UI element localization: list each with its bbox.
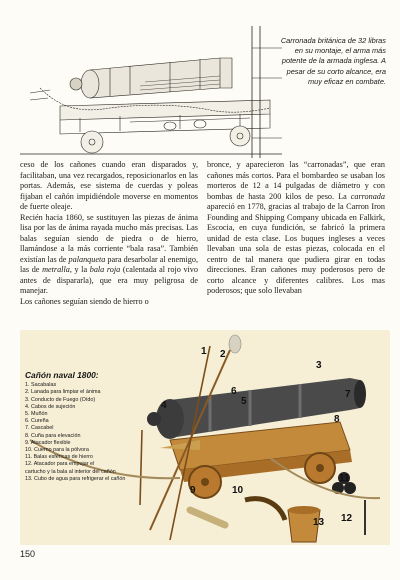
page-number: 150 — [20, 549, 36, 559]
paragraph — [207, 160, 385, 297]
paragraph-text: (calentada al rojo vivo antes de dispararla), que era muy peligrosa de manejar. — [20, 265, 198, 295]
carronade-engraving — [20, 18, 282, 160]
paragraph-text: para desarbolar al enemigo, las de — [20, 254, 198, 274]
callout-13: 13 — [313, 517, 325, 528]
paragraph-text: Los cañones seguían siendo de hierro o — [20, 296, 149, 306]
legend-item: 9. Atacador flexible — [25, 439, 71, 446]
paragraph — [20, 297, 198, 308]
callout-1: 1 — [201, 346, 207, 357]
callout-2: 2 — [220, 349, 226, 360]
text-column-left — [20, 160, 198, 307]
cannon-legend — [25, 372, 145, 483]
paragraph-text: apareció en 1778, gracias al trabajo de la Carron Iron Founding and Shipping Company ubicada en Falkirk, Escocia, en cuya fundición, se fabricó la primera unidad de esta clase. Los buques ingleses a veces llevaban una sola de estas piezas, colocada en el centro de tal manera que pudiera girar en todas direcciones. Eran cañones muy poderosos pero de corto alcance y diferentes calibres. Los mas poderosos; que solo llevaban — [207, 202, 385, 295]
legend-item: 7. Cascabel — [25, 425, 54, 432]
emphasis-term: palanqueta — [68, 254, 106, 264]
legend-item: 4. Cabos de sujeción — [25, 403, 76, 410]
paragraph — [20, 213, 198, 297]
legend-item: 12. Atacador para empujar el — [25, 461, 95, 468]
legend-item: 3. Conducto de Fuego (Oído) — [25, 396, 96, 403]
legend-item: 6. Cureña — [25, 418, 49, 425]
paragraph-text: ceso de los cañones cuando eran disparados y, facilitaban, una vez recargados, reposicionarlos en las portas. Además, ese sistema de cuerdas y poleas fijaban el cañón impidiéndole moverse en momentos de fuerte oleaje. — [20, 160, 198, 211]
emphasis-term: bala roja — [89, 265, 121, 274]
legend-item: 11. Balas esféricas de hierro — [25, 454, 93, 461]
paragraph-text: , y la — [69, 265, 90, 274]
legend-item: 10. Cuerno para la pólvora — [25, 447, 89, 454]
legend-item: 8. Cuña para elevación — [25, 432, 81, 439]
callout-10: 10 — [232, 485, 244, 496]
paragraph-text: Recién hacia 1860, se sustituyen las piezas de ánima lisa por las de ánima rayada mucho más precisas. Las balas seguían siendo de piedra o de hierro, llamándose a la más corriente “bala rasa”. También existían las de — [20, 212, 198, 264]
paragraph-text: bronce, y aparecieron las “carronadas”, que eran cañones más cortos. Para el bombardeo se usaban los morteros de 12 a 14 pulgadas de diámetro y con bombas de hasta 200 kilos de peso. La — [207, 160, 385, 201]
legend-item: cartucho y la bala al interior del cañón — [25, 468, 116, 475]
text-column-right — [207, 160, 385, 297]
callout-6: 6 — [231, 386, 237, 397]
legend-title: Cañón naval 1800: — [25, 370, 99, 380]
callout-12: 12 — [341, 513, 353, 524]
legend-item: 13. Cubo de agua para refrigerar el cañón — [25, 475, 126, 482]
top-image-caption: Carronada británica de 32 libras en su montaje, el arma más potente de la armada inglesa. A pesar de su corto alcance, era muy eficaz en combate. — [280, 36, 386, 86]
legend-item: 1. Sacabalas — [25, 382, 57, 389]
legend-list — [25, 382, 145, 483]
emphasis-term: carronada — [350, 191, 385, 201]
paragraph — [20, 160, 198, 213]
callout-4: 4 — [161, 400, 167, 411]
callout-7: 7 — [345, 389, 351, 400]
callout-11: 11 — [339, 473, 350, 484]
callout-9: 9 — [190, 485, 196, 496]
callout-3: 3 — [316, 360, 322, 371]
legend-item: 2. Lanada para limpiar el ánima — [25, 389, 101, 396]
legend-item: 5. Muñón — [25, 411, 48, 418]
callout-5: 5 — [241, 396, 247, 407]
emphasis-term: metralla — [42, 265, 70, 274]
callout-8: 8 — [334, 414, 340, 425]
